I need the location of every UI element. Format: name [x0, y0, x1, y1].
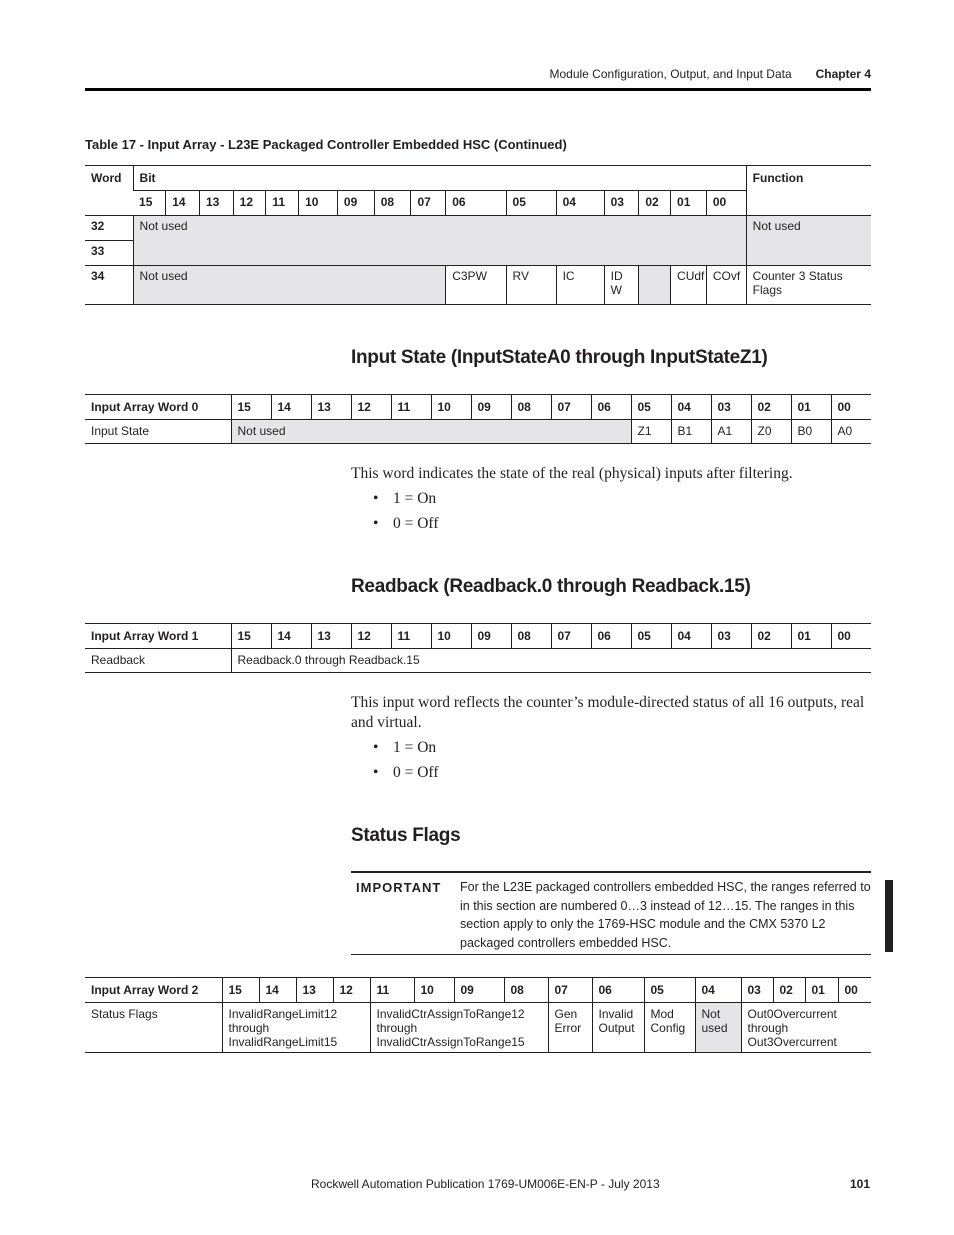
table-caption: Table 17 - Input Array - L23E Packaged Controller Embedded HSC (Continued): [85, 137, 567, 152]
bit-cell: 02: [751, 395, 791, 420]
section-heading-readback: Readback (Readback.0 through Readback.15): [351, 576, 751, 597]
invalid-output-cell: Invalid Output: [592, 1003, 644, 1053]
bit-cell: 05: [631, 395, 671, 420]
range-limit-cell: InvalidRangeLimit12 through InvalidRangeLimit15: [222, 1003, 370, 1053]
not-used-cell: Not used: [133, 216, 746, 266]
bit-cell: 01: [671, 191, 707, 216]
bit-flag-cell: CUdf: [671, 266, 707, 305]
bit-cell: 04: [671, 624, 711, 649]
bit-cell: 11: [266, 191, 299, 216]
word-number: 32: [85, 216, 133, 241]
not-used-cell: Not used: [231, 420, 631, 444]
status-flags-table: [85, 977, 871, 1053]
bullet-item: • 1 = On: [373, 735, 438, 760]
bit-cell: 07: [548, 978, 592, 1003]
bit-cell: 13: [296, 978, 333, 1003]
bit-cell: 11: [370, 978, 414, 1003]
bit-cell: 12: [351, 624, 391, 649]
bit-flag-cell: C3PW: [446, 266, 506, 305]
bit-cell: 05: [506, 191, 556, 216]
word-header: Word: [91, 171, 122, 185]
bit-cell: 08: [504, 978, 548, 1003]
bit-cell: 14: [166, 191, 200, 216]
bit-cell: 13: [199, 191, 233, 216]
bullet-item: • 0 = Off: [373, 760, 438, 785]
function-cell: Not used: [746, 216, 871, 266]
word-label: Input Array Word 1: [91, 629, 199, 643]
header-chapter: Chapter 4: [815, 67, 871, 81]
bit-cell: 11: [391, 624, 431, 649]
bit-cell: 03: [711, 624, 751, 649]
bit-cell: 02: [751, 624, 791, 649]
bit-flag-cell-empty: [639, 266, 671, 305]
bit-cell: 04: [671, 395, 711, 420]
bit-cell: 12: [333, 978, 370, 1003]
input-bit-cell: A1: [711, 420, 751, 444]
bit-cell: 05: [631, 624, 671, 649]
bit-cell: 09: [337, 191, 374, 216]
bit-header: Bit: [133, 166, 746, 191]
important-note: [351, 871, 871, 955]
input-bit-cell: Z0: [751, 420, 791, 444]
important-text: For the L23E packaged controllers embedded HSC, the ranges referred to in this section are numbered 0…3 instead of 12…15. The ranges in this section apply to only the 1769-HSC module and the CMX 5370 L2 packaged controllers embedded HSC.: [460, 880, 871, 950]
bit-cell: 05: [644, 978, 695, 1003]
readback-table: [85, 623, 871, 673]
header-section-title: Module Configuration, Output, and Input Data: [549, 67, 792, 81]
bit-cell: 11: [391, 395, 431, 420]
readback-value-cell: Readback.0 through Readback.15: [231, 649, 871, 673]
readback-bullets: [373, 735, 438, 785]
input-state-description: This word indicates the state of the real (physical) inputs after filtering.: [351, 465, 793, 482]
page-number: 101: [849, 1177, 870, 1191]
bit-cell: 06: [592, 978, 644, 1003]
input-state-table: [85, 394, 871, 444]
gen-error-cell: Gen Error: [548, 1003, 592, 1053]
header-rule: [85, 88, 871, 91]
bit-cell: 12: [233, 191, 266, 216]
bit-flag-cell: ID W: [604, 266, 639, 305]
bit-flag-cell: COvf: [706, 266, 746, 305]
input-bit-cell: A0: [831, 420, 871, 444]
bit-cell: 09: [471, 624, 511, 649]
bit-cell: 01: [791, 624, 831, 649]
bit-cell: 03: [711, 395, 751, 420]
row-label: Status Flags: [85, 1003, 222, 1053]
row-label: Readback: [85, 649, 231, 673]
bit-cell: 01: [791, 395, 831, 420]
bit-flag-cell: IC: [556, 266, 604, 305]
bit-cell: 02: [639, 191, 671, 216]
bit-cell: 06: [446, 191, 506, 216]
important-label: IMPORTANT: [356, 880, 442, 895]
input-bit-cell: Z1: [631, 420, 671, 444]
section-heading-status-flags: Status Flags: [351, 825, 461, 846]
bit-cell: 15: [231, 395, 271, 420]
page-header: [549, 67, 871, 81]
not-used-cell: Not used: [695, 1003, 741, 1053]
word-label: Input Array Word 0: [91, 400, 199, 414]
bit-cell: 04: [695, 978, 741, 1003]
bit-cell: 12: [351, 395, 391, 420]
bit-cell: 14: [271, 624, 311, 649]
bit-cell: 10: [431, 624, 471, 649]
bit-cell: 06: [591, 624, 631, 649]
word-number: 33: [85, 241, 133, 266]
bullet-item: • 1 = On: [373, 486, 438, 511]
footer-publication: Rockwell Automation Publication 1769-UM006E-EN-P - July 2013: [311, 1177, 660, 1191]
mod-config-cell: Mod Config: [644, 1003, 695, 1053]
function-cell: Counter 3 Status Flags: [746, 266, 871, 305]
bit-cell: 13: [311, 624, 351, 649]
bit-cell: 08: [511, 395, 551, 420]
bit-cell: 07: [551, 624, 591, 649]
bit-cell: 02: [773, 978, 805, 1003]
chapter-side-tab: [885, 880, 893, 952]
bit-cell: 08: [511, 624, 551, 649]
bit-cell: 09: [454, 978, 504, 1003]
readback-description: This input word reflects the counter’s module-directed status of all 16 outputs, real and virtual.: [351, 694, 865, 731]
bit-cell: 10: [299, 191, 338, 216]
table-17: [85, 165, 871, 305]
input-bit-cell: B1: [671, 420, 711, 444]
bit-cell: 01: [805, 978, 838, 1003]
bit-cell: 15: [133, 191, 166, 216]
overcurrent-cell: Out0Overcurrent through Out3Overcurrent: [741, 1003, 871, 1053]
bit-cell: 04: [556, 191, 604, 216]
bit-cell: 15: [222, 978, 259, 1003]
bit-flag-cell: RV: [506, 266, 556, 305]
bit-cell: 00: [831, 395, 871, 420]
bit-cell: 07: [551, 395, 591, 420]
row-label: Input State: [85, 420, 231, 444]
bit-cell: 14: [271, 395, 311, 420]
bit-cell: 10: [414, 978, 454, 1003]
word-label: Input Array Word 2: [91, 983, 199, 997]
bit-cell: 03: [604, 191, 639, 216]
input-bit-cell: B0: [791, 420, 831, 444]
input-state-bullets: [373, 486, 438, 536]
bit-cell: 09: [471, 395, 511, 420]
bit-cell: 08: [374, 191, 411, 216]
word-number: 34: [85, 266, 133, 305]
not-used-cell: Not used: [133, 266, 446, 305]
bit-cell: 07: [411, 191, 446, 216]
bit-cell: 00: [838, 978, 871, 1003]
bit-cell: 13: [311, 395, 351, 420]
bit-cell: 14: [259, 978, 296, 1003]
bit-cell: 00: [831, 624, 871, 649]
bit-cell: 00: [706, 191, 746, 216]
function-header: Function: [746, 166, 871, 216]
bit-cell: 03: [741, 978, 773, 1003]
bit-cell: 10: [431, 395, 471, 420]
ctr-assign-cell: InvalidCtrAssignToRange12 through InvalidCtrAssignToRange15: [370, 1003, 548, 1053]
section-heading-input-state: Input State (InputStateA0 through InputStateZ1): [351, 347, 768, 368]
bullet-item: • 0 = Off: [373, 511, 438, 536]
bit-cell: 06: [591, 395, 631, 420]
bit-cell: 15: [231, 624, 271, 649]
